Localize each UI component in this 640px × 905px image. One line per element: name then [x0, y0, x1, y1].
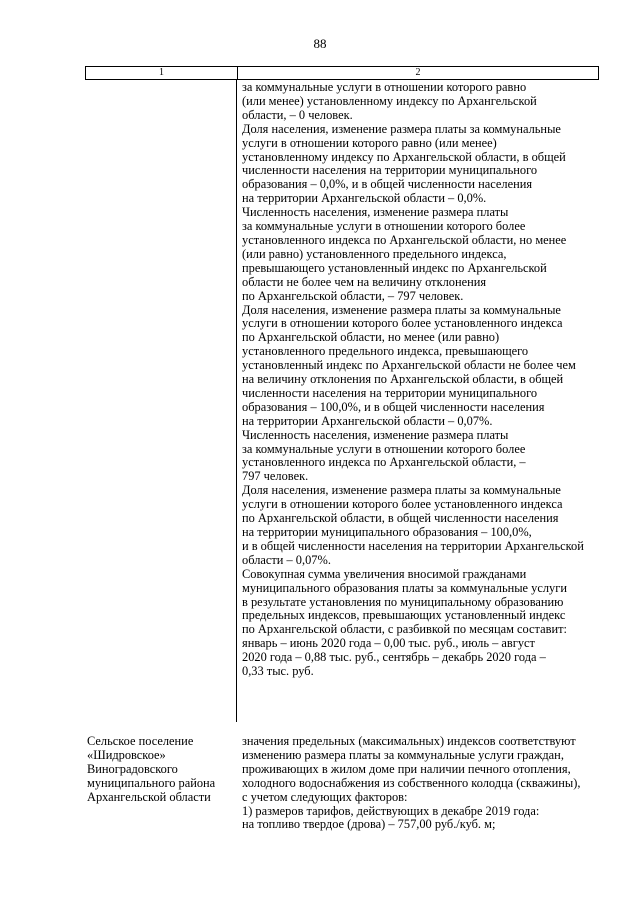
- text-line: по Архангельской области, с разбивкой по месяцам составит:: [242, 622, 567, 637]
- municipality-line: Архангельской области: [87, 789, 211, 804]
- municipality-cell: [87, 735, 237, 805]
- text-line: 797 человек.: [242, 469, 309, 484]
- text-line: на территории муниципального образования – 100,0%,: [242, 525, 532, 539]
- text-line: установленному индексу по Архангельской области, в общей: [242, 149, 566, 164]
- text-line: области, – 0 человек.: [242, 107, 353, 122]
- text-line: 0,33 тыс. руб.: [242, 664, 314, 679]
- text-line: численности населения на территории муниципального: [242, 385, 538, 400]
- municipality-line: Виноградовского: [87, 761, 178, 776]
- text-line: Доля населения, изменение размера платы за коммунальные: [242, 302, 561, 317]
- text-line: 1) размеров тарифов, действующих в декабре 2019 года:: [242, 803, 540, 818]
- text-line: в результате установления по муниципальному образованию: [242, 594, 564, 609]
- text-line: области – 0,07%.: [242, 552, 331, 567]
- text-line: муниципального образования платы за коммунальные услуги: [242, 580, 567, 595]
- text-line: установленного предельного индекса, превышающего: [242, 344, 529, 359]
- text-line: (или равно) установленного предельного индекса,: [242, 246, 507, 261]
- text-line: значения предельных (максимальных) индексов соответствуют: [242, 734, 576, 748]
- text-line: январь – июнь 2020 года – 0,00 тыс. руб., июль – август: [242, 636, 535, 651]
- text-line: по Архангельской области, в общей численности населения: [242, 511, 559, 526]
- page-number: 88: [313, 36, 327, 51]
- text-line: на территории Архангельской области – 0,07%.: [242, 413, 493, 428]
- text-line: на топливо твердое (дрова) – 757,00 руб./куб. м;: [242, 817, 496, 832]
- text-line: Доля населения, изменение размера платы за коммунальные: [242, 483, 561, 498]
- text-line: на территории Архангельской области – 0,0%.: [242, 191, 487, 206]
- municipality-line: «Шидровское»: [87, 747, 166, 762]
- text-line: проживающих в жилом доме при наличии печного отопления,: [242, 761, 571, 776]
- text-line: услуги в отношении которого более установленного индекса: [242, 316, 563, 331]
- text-line: образования – 0,0%, и в общей численности населения: [242, 177, 533, 192]
- text-line: по Архангельской области, но менее (или равно): [242, 330, 500, 345]
- column-divider: [236, 80, 237, 722]
- text-line: услуги в отношении которого более установленного индекса: [242, 497, 563, 512]
- text-line: 2020 года – 0,88 тыс. руб., сентябрь – декабрь 2020 года –: [242, 650, 546, 665]
- text-line: предельных индексов, превышающих установленный индекс: [242, 608, 566, 623]
- continuation-text-cell: [242, 81, 602, 679]
- text-line: за коммунальные услуги в отношении которого более: [242, 441, 526, 456]
- table-header-row: [85, 66, 599, 80]
- text-line: Доля населения, изменение размера платы за коммунальные: [242, 121, 561, 136]
- text-line: и в общей численности населения на территории Архангельской: [242, 538, 584, 553]
- text-line: изменению размера платы за коммунальные услуги граждан,: [242, 747, 564, 762]
- text-line: установленного индекса по Архангельской области, но менее: [242, 232, 567, 247]
- text-line: области не более чем на величину отклонения: [242, 274, 487, 289]
- text-line: по Архангельской области, – 797 человек.: [242, 288, 464, 303]
- text-line: холодного водоснабжения из собственного колодца (скважины),: [242, 775, 581, 790]
- text-line: установленный индекс по Архангельской области не более чем: [242, 358, 576, 373]
- header-column-1: 1: [159, 67, 164, 78]
- text-line: за коммунальные услуги в отношении которого равно: [242, 80, 527, 94]
- text-line: образования – 100,0%, и в общей численности населения: [242, 399, 545, 414]
- text-line: с учетом следующих факторов:: [242, 789, 408, 804]
- municipality-line: муниципального района: [87, 775, 216, 790]
- text-line: за коммунальные услуги в отношении которого более: [242, 219, 526, 234]
- header-column-2: 2: [415, 67, 421, 78]
- text-line: превышающего установленный индекс по Архангельской: [242, 260, 547, 275]
- text-line: Численность населения, изменение размера платы: [242, 427, 509, 442]
- text-line: установленного индекса по Архангельской области, –: [242, 455, 526, 470]
- description-text-cell: [242, 735, 602, 832]
- text-line: Численность населения, изменение размера платы: [242, 205, 509, 220]
- text-line: услуги в отношении которого равно (или менее): [242, 135, 497, 150]
- municipality-line: Сельское поселение: [87, 734, 194, 748]
- text-line: Совокупная сумма увеличения вносимой гражданами: [242, 566, 527, 581]
- text-line: численности населения на территории муниципального: [242, 163, 538, 178]
- text-line: на величину отклонения по Архангельской области, в общей: [242, 372, 564, 387]
- text-line: (или менее) установленному индексу по Архангельской: [242, 93, 537, 108]
